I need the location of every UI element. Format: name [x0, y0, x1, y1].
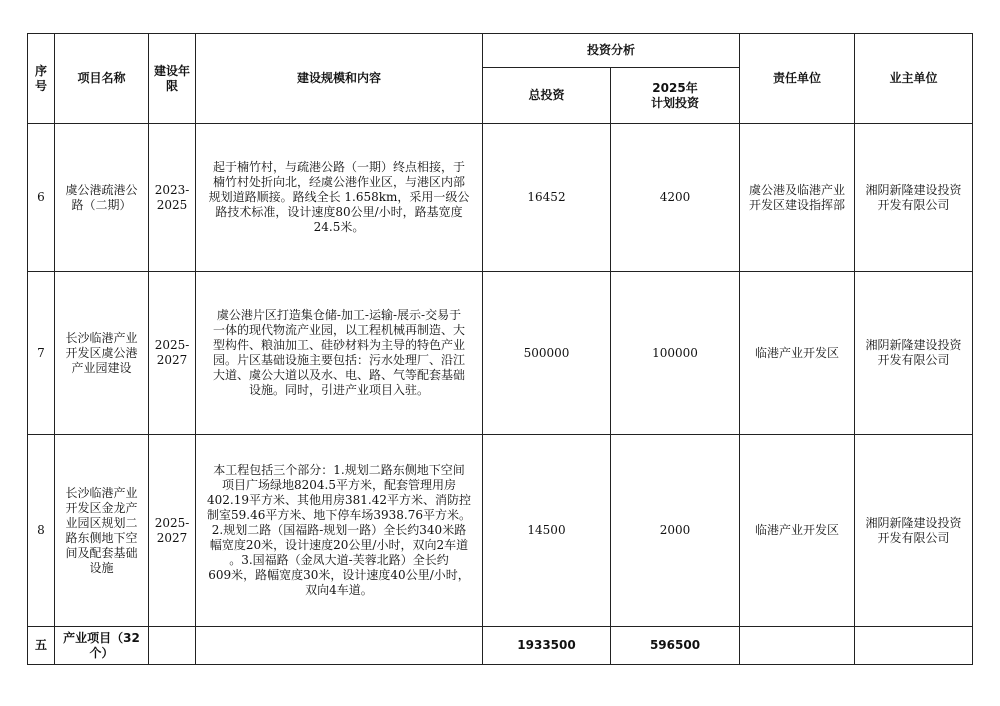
row-total: 500000: [483, 272, 611, 435]
row-seq: 8: [28, 435, 55, 627]
col-responsible-header: 责任单位: [740, 34, 855, 124]
summary-plan: 596500: [611, 627, 740, 665]
col-name-header: 项目名称: [55, 34, 149, 124]
summary-name: 产业项目（32 个）: [55, 627, 149, 665]
row-scope: 虞公港片区打造集仓储-加工-运输-展示-交易于 一体的现代物流产业园，以工程机械再制造、大 型构件、粮油加工、硅砂材料为主导的特色产业 园。片区基础设施主要包括：污水处理厂、沿江 大道、虞公大道以及水、电、路、气等配套基础 设施。同时，引进产业项目入驻。: [196, 272, 483, 435]
row-seq: 6: [28, 124, 55, 272]
row-name: 长沙临港产业 开发区金龙产 业园区规划二 路东侧地下空 间及配套基础 设施: [55, 435, 149, 627]
table-row: [28, 272, 973, 435]
col-seq-header: 序 号: [28, 34, 55, 124]
row-plan: 100000: [611, 272, 740, 435]
row-scope: 起于楠竹村，与疏港公路（一期）终点相接，于 楠竹村处折向北，经虞公港作业区，与港区内部 规划道路顺接。路线全长 1.658km，采用一级公 路技术标准，设计速度80公里/小时，路基宽度 24.5米。: [196, 124, 483, 272]
table-row: [28, 124, 973, 272]
summary-row: [28, 627, 973, 665]
row-name: 虞公港疏港公 路（二期）: [55, 124, 149, 272]
summary-seq: 五: [28, 627, 55, 665]
header-row: [28, 34, 973, 68]
table-row: [28, 435, 973, 627]
summary-total: 1933500: [483, 627, 611, 665]
col-scope-header: 建设规模和内容: [196, 34, 483, 124]
row-plan: 2000: [611, 435, 740, 627]
project-table: [27, 33, 973, 665]
col-total-header: 总投资: [483, 68, 611, 124]
row-total: 14500: [483, 435, 611, 627]
row-owner: 湘阴新隆建设投资 开发有限公司: [855, 124, 973, 272]
col-plan-header: 2025年 计划投资: [611, 68, 740, 124]
summary-empty-scope: [196, 627, 483, 665]
row-total: 16452: [483, 124, 611, 272]
row-responsible: 临港产业开发区: [740, 272, 855, 435]
row-period: 2025- 2027: [149, 435, 196, 627]
col-owner-header: 业主单位: [855, 34, 973, 124]
row-owner: 湘阴新隆建设投资 开发有限公司: [855, 272, 973, 435]
row-seq: 7: [28, 272, 55, 435]
summary-empty-period: [149, 627, 196, 665]
col-period-header: 建设年 限: [149, 34, 196, 124]
row-responsible: 临港产业开发区: [740, 435, 855, 627]
col-investment-header: 投资分析: [483, 34, 740, 68]
row-responsible: 虞公港及临港产业 开发区建设指挥部: [740, 124, 855, 272]
row-scope: 本工程包括三个部分：1.规划二路东侧地下空间 项目广场绿地8204.5平方米，配套管理用房 402.19平方米、其他用房381.42平方米、消防控 制室59.46平方米、地下停车场3938.76平方米。 2.规划二路（国福路-规划一路）全长约340米路 幅宽度20米，设计速度20公里/小时，双向2车道 。3.国福路（金凤大道-芙蓉北路）全长约 609米，路幅宽度30米，设计速度40公里/小时， 双向4车道。: [196, 435, 483, 627]
row-period: 2023- 2025: [149, 124, 196, 272]
row-name: 长沙临港产业 开发区虞公港 产业园建设: [55, 272, 149, 435]
summary-empty-responsible: [740, 627, 855, 665]
row-owner: 湘阴新隆建设投资 开发有限公司: [855, 435, 973, 627]
row-period: 2025- 2027: [149, 272, 196, 435]
summary-empty-owner: [855, 627, 973, 665]
row-plan: 4200: [611, 124, 740, 272]
